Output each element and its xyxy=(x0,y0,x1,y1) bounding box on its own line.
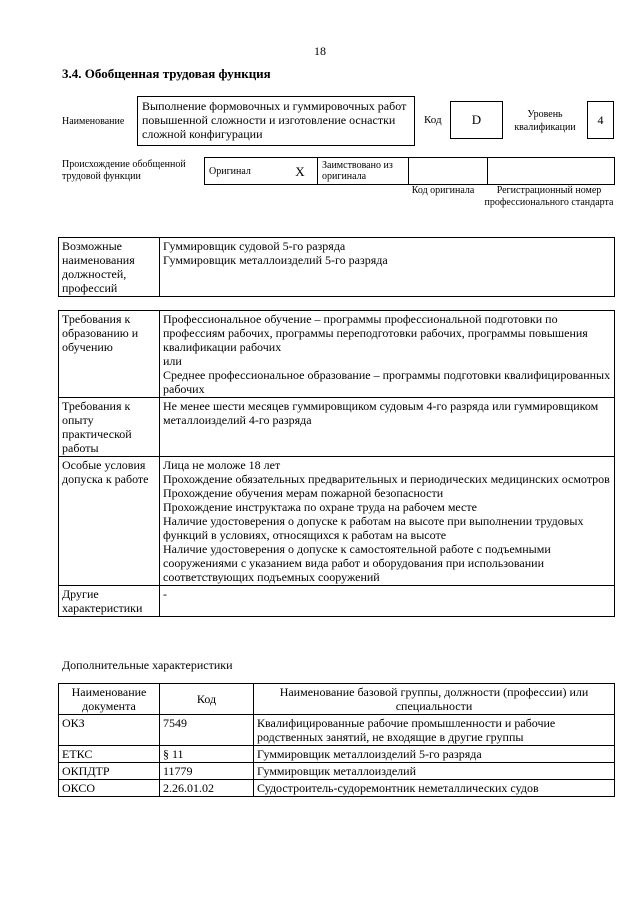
requirement-line: Среднее профессиональное образование – программы подготовки квалифицированных рабочих xyxy=(163,368,611,396)
borrowed-label: Заимствовано из оригинала xyxy=(318,158,409,185)
naim-value: Выполнение формовочных и гуммировочных работ повышенной сложности и изготовление оснастки сложной конфигурации xyxy=(137,96,415,146)
special-conditions-label: Особые условия допуска к работе xyxy=(59,457,160,586)
original-mark: X xyxy=(283,158,318,185)
doc-cell: ОКСО xyxy=(59,780,160,797)
name-cell: Судостроитель-судоремонтник неметаллических судов xyxy=(254,780,615,797)
code-cell: 2.26.01.02 xyxy=(160,780,254,797)
table-row xyxy=(59,780,615,797)
positions-values xyxy=(160,238,615,297)
positions-label: Возможные наименования должностей, профессий xyxy=(59,238,160,297)
naim-label: Наименование xyxy=(62,116,125,127)
requirement-line: Прохождение обязательных предварительных и периодических медицинских осмотров xyxy=(163,472,610,486)
requirement-line: Не менее шести месяцев гуммировщиком судовым 4-го разряда или гуммировщиком металлоизделий 4-го разряда xyxy=(163,399,599,427)
kod-label: Код xyxy=(424,114,442,126)
uroven-label: Уровень квалификации xyxy=(514,109,576,133)
education-label: Требования к образованию и обучению xyxy=(59,311,160,398)
uroven-value: 4 xyxy=(587,101,614,139)
header-cell: Наименование документа xyxy=(59,684,160,715)
special-conditions-values xyxy=(160,457,615,586)
requirements-table xyxy=(58,310,615,617)
code-cell: 11779 xyxy=(160,763,254,780)
origin-table xyxy=(204,157,615,185)
origin-label: Происхождение обобщенной трудовой функции xyxy=(62,159,186,182)
kod-original-cell xyxy=(409,158,488,185)
additional-table xyxy=(58,683,615,797)
requirement-line: Прохождение обучения мерам пожарной безопасности xyxy=(163,486,444,500)
name-cell: Гуммировщик металлоизделий xyxy=(254,763,615,780)
name-cell: Гуммировщик металлоизделий 5-го разряда xyxy=(254,746,615,763)
doc-cell: ОКПДТР xyxy=(59,763,160,780)
kod-value: D xyxy=(450,101,503,139)
code-cell: 7549 xyxy=(160,715,254,746)
table-row xyxy=(59,715,615,746)
doc-cell: ЕТКС xyxy=(59,746,160,763)
page-number: 18 xyxy=(314,44,326,58)
experience-values xyxy=(160,398,615,457)
original-label: Оригинал xyxy=(205,158,284,185)
other-characteristics-values xyxy=(160,586,615,617)
position-item: Гуммировщик судовой 5-го разряда xyxy=(163,239,346,253)
section-title: 3.4. Обобщенная трудовая функция xyxy=(62,66,271,81)
additional-title: Дополнительные характеристики xyxy=(62,658,233,672)
table-row xyxy=(59,746,615,763)
requirement-line: Наличие удостоверения о допуске к самостоятельной работе с подъемными сооружениями с указанием вида работ и оборудования при использовании соответствующих подъемных сооружений xyxy=(163,542,551,584)
experience-label: Требования к опыту практической работы xyxy=(59,398,160,457)
requirement-line: Лица не моложе 18 лет xyxy=(163,458,281,472)
doc-cell: ОКЗ xyxy=(59,715,160,746)
header-cell: Наименование базовой группы, должности (профессии) или специальности xyxy=(254,684,615,715)
reg-number-cell xyxy=(488,158,615,185)
name-cell: Квалифицированные рабочие промышленности и рабочие родственных занятий, не входящие в другие группы xyxy=(254,715,615,746)
code-cell: § 11 xyxy=(160,746,254,763)
position-item: Гуммировщик металлоизделий 5-го разряда xyxy=(163,253,388,267)
header-cell: Код xyxy=(160,684,254,715)
requirement-line: Наличие удостоверения о допуске к работам на высоте при выполнении трудовых функций в условиях, относящихся к работам на высоте xyxy=(163,514,584,542)
education-values xyxy=(160,311,615,398)
positions-table xyxy=(58,237,615,297)
requirement-line: или xyxy=(163,354,182,368)
table-row xyxy=(59,763,615,780)
reg-number-caption: Регистрационный номер профессионального стандарта xyxy=(484,185,614,208)
requirement-line: Профессиональное обучение – программы профессиональной подготовки по профессиям рабочих, программы переподготовки рабочих, программы повышения квалификации рабочих xyxy=(163,312,588,354)
kod-original-caption: Код оригинала xyxy=(411,185,475,196)
requirement-line: - xyxy=(163,587,167,601)
other-characteristics-label: Другие характеристики xyxy=(59,586,160,617)
requirement-line: Прохождение инструктажа по охране труда на рабочем месте xyxy=(163,500,477,514)
